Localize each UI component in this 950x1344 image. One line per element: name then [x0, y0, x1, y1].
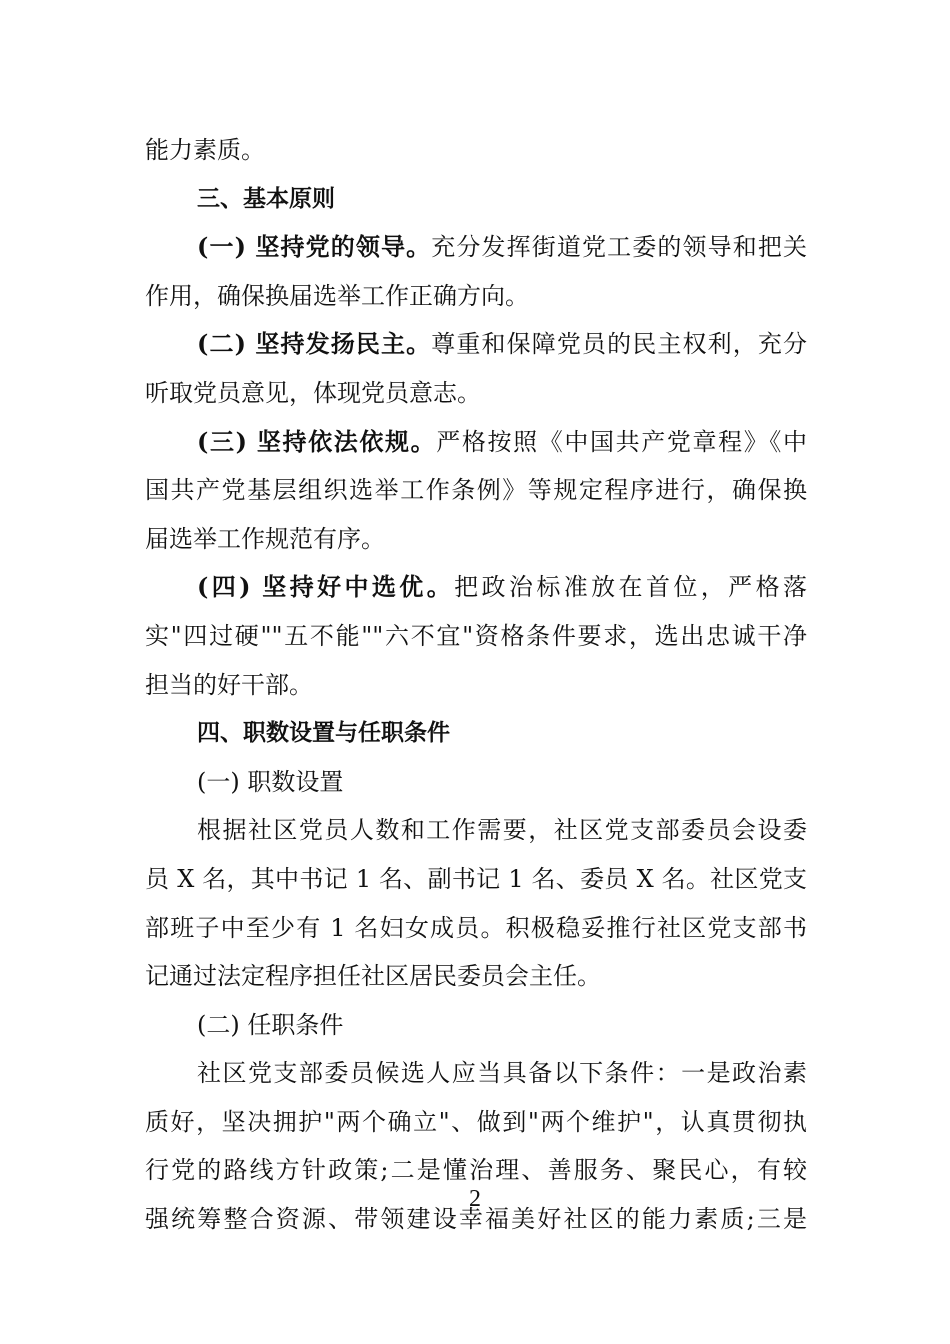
principle-title: (二) 坚持发扬民主。 [197, 329, 432, 359]
principle-text: 尊重和保障党员的民主权利，充分 [431, 330, 807, 359]
principle-text: 充分发挥街道党工委的领导和把关 [431, 233, 807, 262]
subheading-qualifications [145, 1001, 807, 1050]
principle-text: 严格按照《中国共产党章程》《中 [436, 427, 807, 456]
text-line: 强统筹整合资源、带领建设幸福美好社区的能力素质;三是 [145, 1205, 807, 1234]
principle-title: (一) 坚持党的领导。 [197, 232, 432, 262]
subheading-text: (二) 任职条件 [197, 1010, 344, 1039]
text-line: 行党的路线方针政策;二是懂治理、善服务、聚民心，有较 [145, 1156, 807, 1185]
heading-text: 三、基本原则 [197, 185, 335, 212]
text-line: 作用，确保换届选举工作正确方向。 [145, 281, 529, 310]
principle-3-line-3 [145, 515, 807, 564]
text-line: 根据社区党员人数和工作需要，社区党支部委员会设委 [197, 816, 807, 845]
principle-1-line-2 [145, 272, 807, 321]
text-line: 担当的好干部。 [145, 670, 313, 699]
heading-text: 四、职数设置与任职条件 [197, 720, 450, 747]
principle-2-line-1 [145, 320, 807, 369]
text-line: 社区党支部委员候选人应当具备以下条件：一是政治素 [197, 1059, 807, 1088]
principle-3-line-2 [145, 466, 807, 515]
text-line: 记通过法定程序担任社区居民委员会主任。 [145, 962, 601, 991]
principle-title: (三) 坚持依法依规。 [197, 426, 437, 456]
principle-1-line-1 [145, 223, 807, 272]
section-heading-positions [145, 709, 807, 758]
qualifications-paragraph-line-1 [145, 1049, 807, 1098]
positions-paragraph-line-4 [145, 952, 807, 1001]
subheading-text: (一) 职数设置 [197, 767, 344, 796]
positions-paragraph-line-1 [145, 806, 807, 855]
principle-text: 把政治标准放在首位，严格落 [454, 573, 807, 602]
principle-title: (四) 坚持好中选优。 [197, 572, 455, 602]
principle-4-line-1 [145, 563, 807, 612]
principle-2-line-2 [145, 369, 807, 418]
text-line: 员 X 名，其中书记 1 名、副书记 1 名、委员 X 名。社区党支 [145, 864, 807, 893]
principle-3-line-1 [145, 418, 807, 467]
text-line: 国共产党基层组织选举工作条例》等规定程序进行，确保换 [145, 476, 807, 505]
principle-4-line-3 [145, 661, 807, 710]
text-line: 实"四过硬""五不能""六不宜"资格条件要求，选出忠诚干净 [145, 621, 807, 650]
text-line: 质好，坚决拥护"两个确立"、做到"两个维护"，认真贯彻执 [145, 1107, 807, 1136]
positions-paragraph-line-2 [145, 855, 807, 904]
text-line: 届选举工作规范有序。 [145, 524, 385, 553]
principle-4-line-2 [145, 612, 807, 661]
document-body [145, 126, 807, 1244]
text-line: 能力素质。 [145, 136, 265, 164]
qualifications-paragraph-line-2 [145, 1098, 807, 1147]
subheading-positions-setup [145, 758, 807, 807]
text-line: 听取党员意见，体现党员意志。 [145, 378, 481, 407]
section-heading-basic-principles [145, 175, 807, 224]
paragraph-continuation [145, 126, 807, 175]
positions-paragraph-line-3 [145, 904, 807, 953]
page-number: 2 [469, 1186, 481, 1212]
text-line: 部班子中至少有 1 名妇女成员。积极稳妥推行社区党支部书 [145, 913, 807, 942]
